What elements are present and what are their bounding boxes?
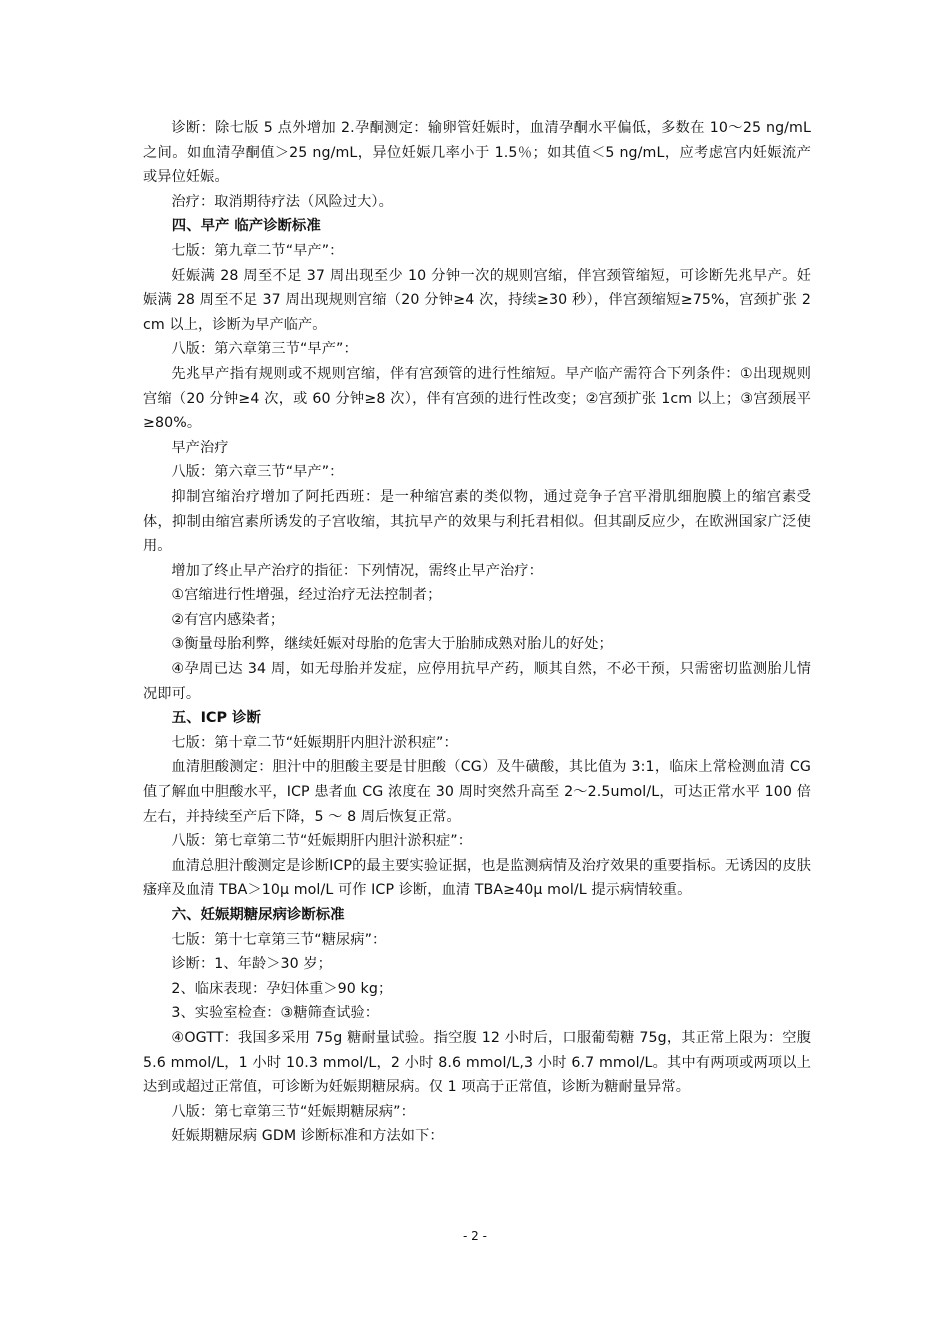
paragraph-7th-ed-ref: 七版：第十章二节“妊娠期肝内胆汁淤积症”： (171, 734, 458, 751)
page-number: - 2 - (463, 1229, 487, 1243)
list-item: ①宫缩进行性增强，经过治疗无法控制者； (171, 587, 442, 604)
paragraph-preterm-treatment: 早产治疗 (171, 439, 229, 456)
list-item: 诊断：1、年龄＞30 岁； (171, 956, 332, 973)
list-item: ③衡量母胎利弊，继续妊娠对母胎的危害大于胎肺成熟对胎儿的好处； (171, 636, 613, 653)
paragraph-termination-indications: 增加了终止早产治疗的指征：下列情况，需终止早产治疗： (171, 562, 543, 579)
paragraph-7th-ed-preterm: 妊娠满 28 周至不足 37 周出现至少 10 分钟一次的规则宫缩，伴宫颈管缩短，可诊断先兆早产。妊娠满 28 周至不足 37 周出现规则宫缩（20 分钟≥4 次，持续≥30 秒），伴宫颈缩短≥75%，宫颈扩张 2 cm 以上，诊断为早产临产。 (143, 267, 811, 333)
heading-preterm-labor: 四、早产 临产诊断标准 (171, 218, 321, 235)
paragraph-8th-ed-preterm: 先兆早产指有规则或不规则宫缩，伴有宫颈管的进行性缩短。早产临产需符合下列条件：①出现规则宫缩（20 分钟≥4 次，或 60 分钟≥8 次），伴有宫颈的进行性改变；②宫颈扩张 1cm 以上；③宫颈展平≥80%。 (143, 365, 811, 432)
paragraph-total-bile-acid: 血清总胆汁酸测定是诊断ICP的最主要实验证据，也是监测病情及治疗效果的重要指标。无诱因的皮肤瘙痒及血清 TBA＞10μ mol/L 可作 ICP 诊断，血清 TBA≥40μ mol/L 提示病情较重。 (143, 857, 811, 899)
list-item: 2、临床表现：孕妇体重＞90 kg； (171, 980, 393, 997)
list-item: ②有宫内感染者； (171, 611, 285, 628)
paragraph-7th-ed-ref: 七版：第九章二节“早产”： (171, 242, 344, 259)
heading-gdm-diagnosis: 六、妊娠期糖尿病诊断标准 (171, 907, 345, 923)
paragraph-bile-acid-test: 血清胆酸测定：胆汁中的胆酸主要是甘胆酸（CG）及牛磺酸，其比值为 3:1，临床上常检测血清 CG 值了解血中胆酸水平，ICP 患者血 CG 浓度在 30 周时突然升高至 2～2.5umol/L，可达正常水平 100 倍左右，并持续至产后下降，5 ～ 8 周后恢复正常。 (143, 759, 811, 825)
paragraph-8th-ed-ref: 八版：第七章第三节“妊娠期糖尿病”： (171, 1103, 415, 1120)
paragraph-atosiban: 抑制宫缩治疗增加了阿托西班：是一种缩宫素的类似物，通过竞争子宫平滑肌细胞膜上的缩宫素受体，抑制由缩宫素所诱发的子宫收缩，其抗早产的效果与利托君相似。但其副反应少，在欧洲国家广泛使用。 (143, 488, 811, 555)
heading-icp-diagnosis: 五、ICP 诊断 (171, 710, 261, 727)
paragraph-8th-ed-ref: 八版：第六章第三节“早产”： (171, 341, 358, 358)
paragraph-8th-ed-ref: 八版：第六章三节“早产”： (171, 464, 344, 481)
paragraph-gdm-criteria-intro: 妊娠期糖尿病 GDM 诊断标准和方法如下： (171, 1128, 444, 1145)
paragraph-8th-ed-ref: 八版：第七章第二节“妊娠期肝内胆汁淤积症”： (171, 833, 473, 850)
paragraph-7th-ed-ref: 七版：第十七章第三节“糖尿病”： (171, 931, 387, 948)
list-item: 3、实验室检查：③糖筛查试验： (171, 1005, 380, 1022)
paragraph-ogtt: ④OGTT：我国多采用 75g 糖耐量试验。指空腹 12 小时后，口服葡萄糖 75g，其正常上限为：空腹 5.6 mmol/L，1 小时 10.3 mmol/L，2 小时 8.6 mmol/L,3 小时 6.7 mmol/L。其中有两项或两项以上达到或超过正常值，可诊断为妊娠期糖尿病。仅 1 项高于正常值，诊断为糖耐量异常。 (143, 1029, 811, 1096)
paragraph-ectopic-treatment: 治疗：取消期待疗法（风险过大）。 (171, 193, 393, 210)
paragraph-ectopic-diagnosis: 诊断：除七版 5 点外增加 2.孕酮测定：输卵管妊娠时，血清孕酮水平偏低，多数在 10～25 ng/mL 之间。如血清孕酮值＞25 ng/mL，异位妊娠几率小于 1.5％；如其值＜5 ng/mL，应考虑宫内妊娠流产或异位妊娠。 (143, 120, 811, 186)
list-item: ④孕周已达 34 周，如无母胎并发症，应停用抗早产药，顺其自然，不必干预，只需密切监测胎儿情况即可。 (143, 661, 811, 702)
document-body (143, 116, 811, 1149)
